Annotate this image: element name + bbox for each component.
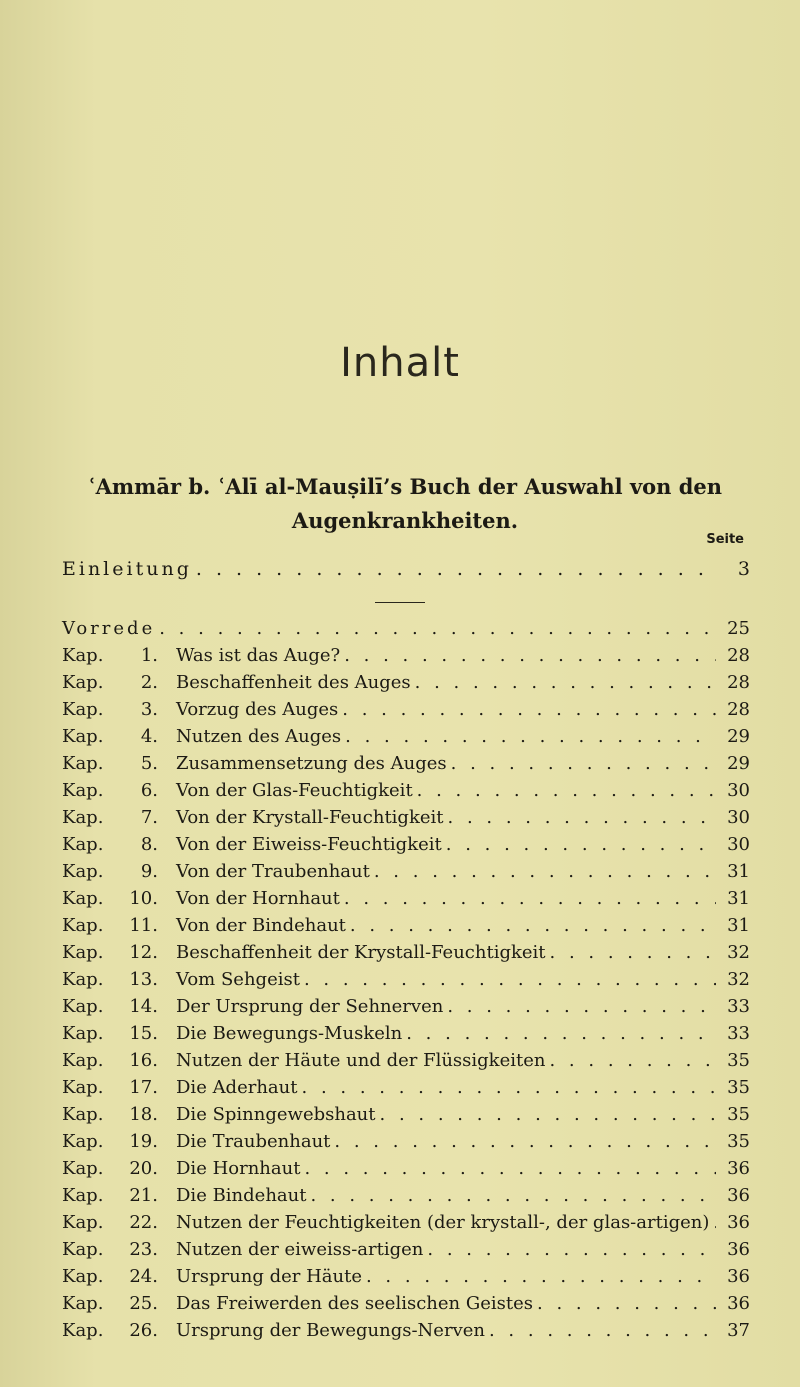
toc-intro-row	[62, 558, 750, 580]
chapter-prefix: Kap.	[62, 1158, 104, 1179]
chapter-page: 30	[727, 807, 750, 828]
toc-preface-row	[62, 618, 750, 645]
chapter-number: 7.	[140, 807, 158, 828]
chapter-number: 1.	[140, 645, 158, 666]
chapter-title: Die Spinngewebshaut	[176, 1104, 376, 1125]
toc-chapter-row	[62, 1158, 750, 1185]
dot-leader	[489, 1320, 716, 1341]
chapter-page: 37	[727, 1320, 750, 1341]
book-title: ʿAmmār b. ʿAlī al-Mauṣilī’s Buch der Auswahl von den Augenkrankheiten.	[87, 474, 723, 533]
chapter-title: Das Freiwerden des seelischen Geistes	[176, 1293, 533, 1314]
chapter-number: 21.	[129, 1185, 158, 1206]
chapter-prefix: Kap.	[62, 780, 104, 801]
preface-label: Vorrede	[62, 618, 156, 639]
toc-chapter-row	[62, 1320, 750, 1347]
toc-chapter-row	[62, 834, 750, 861]
chapter-prefix: Kap.	[62, 807, 104, 828]
chapter-page: 35	[727, 1050, 750, 1071]
dot-leader	[713, 1212, 716, 1233]
chapter-title: Vorzug des Auges	[176, 699, 339, 720]
toc-chapter-row	[62, 672, 750, 699]
dot-leader	[304, 969, 716, 990]
chapter-page: 31	[727, 888, 750, 909]
toc-chapter-row	[62, 1239, 750, 1266]
dot-leader	[302, 1077, 717, 1098]
dot-leader	[415, 672, 716, 693]
chapter-prefix: Kap.	[62, 1293, 104, 1314]
toc-chapter-row	[62, 699, 750, 726]
chapter-title: Der Ursprung der Sehnerven	[176, 996, 444, 1017]
dot-leader	[310, 1185, 716, 1206]
chapter-number: 9.	[140, 861, 158, 882]
chapter-number: 15.	[129, 1023, 158, 1044]
chapter-page: 36	[727, 1212, 750, 1233]
chapter-number: 13.	[129, 969, 158, 990]
chapter-page: 35	[727, 1131, 750, 1152]
toc-chapter-row	[62, 1212, 750, 1239]
chapter-prefix: Kap.	[62, 1185, 104, 1206]
dot-leader	[345, 726, 716, 747]
dot-leader	[334, 1131, 716, 1152]
chapter-prefix: Kap.	[62, 1023, 104, 1044]
chapter-prefix: Kap.	[62, 1050, 104, 1071]
chapter-page: 32	[727, 942, 750, 963]
intro-page: 3	[737, 558, 750, 580]
dot-leader	[366, 1266, 716, 1287]
divider-rule	[375, 602, 425, 603]
chapter-number: 6.	[140, 780, 158, 801]
chapter-number: 8.	[140, 834, 158, 855]
chapter-title: Zusammensetzung des Auges	[176, 753, 447, 774]
toc-chapter-row	[62, 996, 750, 1023]
dot-leader	[417, 780, 716, 801]
chapter-title: Nutzen der Feuchtigkeiten (der krystall-, der glas-artigen)	[176, 1212, 710, 1233]
chapter-title: Von der Traubenhaut	[176, 861, 370, 882]
dot-leader	[447, 996, 716, 1017]
dot-leader	[304, 1158, 716, 1179]
chapter-title: Von der Eiweiss-Feuchtigkeit	[176, 834, 442, 855]
dot-leader	[549, 1050, 716, 1071]
dot-leader	[451, 753, 716, 774]
toc-chapter-row	[62, 645, 750, 672]
chapter-prefix: Kap.	[62, 996, 104, 1017]
toc-chapter-row	[62, 780, 750, 807]
chapter-prefix: Kap.	[62, 645, 104, 666]
dot-leader	[374, 861, 716, 882]
chapter-prefix: Kap.	[62, 1131, 104, 1152]
chapter-page: 33	[727, 996, 750, 1017]
chapter-prefix: Kap.	[62, 834, 104, 855]
intro-label: Einleitung	[62, 558, 192, 580]
chapter-title: Beschaffenheit des Auges	[176, 672, 411, 693]
chapter-title: Die Traubenhaut	[176, 1131, 331, 1152]
chapter-page: 32	[727, 969, 750, 990]
chapter-title: Von der Krystall-Feuchtigkeit	[176, 807, 444, 828]
chapter-prefix: Kap.	[62, 672, 104, 693]
chapter-prefix: Kap.	[62, 1266, 104, 1287]
toc-chapter-row	[62, 1266, 750, 1293]
toc-chapter-row	[62, 1077, 750, 1104]
dot-leader	[344, 888, 716, 909]
dot-leader	[380, 1104, 716, 1125]
page-title: Inhalt	[340, 340, 460, 386]
chapter-prefix: Kap.	[62, 1212, 104, 1233]
chapter-number: 3.	[140, 699, 158, 720]
toc-chapter-row	[62, 1185, 750, 1212]
chapter-page: 36	[727, 1266, 750, 1287]
chapter-number: 18.	[129, 1104, 158, 1125]
chapter-title: Die Hornhaut	[176, 1158, 301, 1179]
dot-leader	[342, 699, 716, 720]
preface-page: 25	[727, 618, 750, 639]
chapter-page: 36	[727, 1293, 750, 1314]
chapter-page: 28	[727, 672, 750, 693]
chapter-page: 29	[727, 726, 750, 747]
dot-leader	[196, 558, 716, 580]
chapter-number: 10.	[129, 888, 158, 909]
chapter-title: Vom Sehgeist	[176, 969, 300, 990]
dot-leader	[344, 645, 716, 666]
chapter-number: 20.	[129, 1158, 158, 1179]
chapter-number: 5.	[140, 753, 158, 774]
toc-chapter-row	[62, 942, 750, 969]
chapter-number: 12.	[129, 942, 158, 963]
dot-leader	[350, 915, 716, 936]
chapter-number: 16.	[129, 1050, 158, 1071]
chapter-page: 28	[727, 699, 750, 720]
chapter-page: 29	[727, 753, 750, 774]
dot-leader	[448, 807, 716, 828]
chapter-title: Ursprung der Bewegungs-Nerven	[176, 1320, 485, 1341]
chapter-title: Nutzen der Häute und der Flüssigkeiten	[176, 1050, 546, 1071]
chapter-number: 26.	[129, 1320, 158, 1341]
chapter-page: 28	[727, 645, 750, 666]
chapter-title: Von der Glas-Feuchtigkeit	[176, 780, 413, 801]
toc-chapter-row	[62, 1293, 750, 1320]
chapter-number: 17.	[129, 1077, 158, 1098]
chapter-page: 30	[727, 834, 750, 855]
chapter-number: 14.	[129, 996, 158, 1017]
chapter-title: Von der Bindehaut	[176, 915, 346, 936]
chapter-title: Nutzen des Auges	[176, 726, 342, 747]
chapter-title: Die Aderhaut	[176, 1077, 298, 1098]
page-column-label: Seite	[706, 532, 744, 547]
chapter-prefix: Kap.	[62, 1104, 104, 1125]
chapter-prefix: Kap.	[62, 726, 104, 747]
chapter-page: 36	[727, 1185, 750, 1206]
chapter-page: 36	[727, 1239, 750, 1260]
chapter-page: 31	[727, 861, 750, 882]
chapter-title: Die Bindehaut	[176, 1185, 307, 1206]
chapter-prefix: Kap.	[62, 1320, 104, 1341]
toc-chapter-row	[62, 1104, 750, 1131]
dot-leader	[550, 942, 716, 963]
chapter-prefix: Kap.	[62, 1239, 104, 1260]
chapter-prefix: Kap.	[62, 888, 104, 909]
chapter-page: 35	[727, 1104, 750, 1125]
toc-chapter-row	[62, 726, 750, 753]
chapter-prefix: Kap.	[62, 861, 104, 882]
toc-chapter-row	[62, 888, 750, 915]
chapter-number: 2.	[140, 672, 158, 693]
chapter-title: Nutzen der eiweiss-artigen	[176, 1239, 424, 1260]
chapter-title: Ursprung der Häute	[176, 1266, 362, 1287]
chapter-page: 30	[727, 780, 750, 801]
toc-chapter-row	[62, 1131, 750, 1158]
toc-chapter-row	[62, 807, 750, 834]
chapter-number: 22.	[129, 1212, 158, 1233]
toc-chapter-row	[62, 1050, 750, 1077]
toc-chapter-row	[62, 753, 750, 780]
chapter-number: 24.	[129, 1266, 158, 1287]
chapter-number: 4.	[140, 726, 158, 747]
chapter-number: 11.	[129, 915, 158, 936]
dot-leader	[446, 834, 716, 855]
dot-leader	[537, 1293, 716, 1314]
toc-chapter-row	[62, 969, 750, 996]
toc-chapter-row	[62, 861, 750, 888]
chapter-page: 33	[727, 1023, 750, 1044]
chapter-page: 31	[727, 915, 750, 936]
chapter-number: 23.	[129, 1239, 158, 1260]
chapter-title: Die Bewegungs-Muskeln	[176, 1023, 403, 1044]
chapter-number: 25.	[129, 1293, 158, 1314]
chapter-page: 35	[727, 1077, 750, 1098]
chapter-number: 19.	[129, 1131, 158, 1152]
chapter-prefix: Kap.	[62, 942, 104, 963]
table-of-contents	[62, 618, 750, 1347]
chapter-title: Was ist das Auge?	[176, 645, 341, 666]
chapter-prefix: Kap.	[62, 969, 104, 990]
chapter-prefix: Kap.	[62, 753, 104, 774]
toc-chapter-row	[62, 915, 750, 942]
chapter-page: 36	[727, 1158, 750, 1179]
chapter-title: Beschaffenheit der Krystall-Feuchtigkeit	[176, 942, 546, 963]
chapter-title: Von der Hornhaut	[176, 888, 340, 909]
dot-leader	[406, 1023, 716, 1044]
toc-chapter-row	[62, 1023, 750, 1050]
chapter-prefix: Kap.	[62, 1077, 104, 1098]
chapter-prefix: Kap.	[62, 699, 104, 720]
dot-leader	[427, 1239, 716, 1260]
chapter-prefix: Kap.	[62, 915, 104, 936]
dot-leader	[159, 618, 716, 639]
